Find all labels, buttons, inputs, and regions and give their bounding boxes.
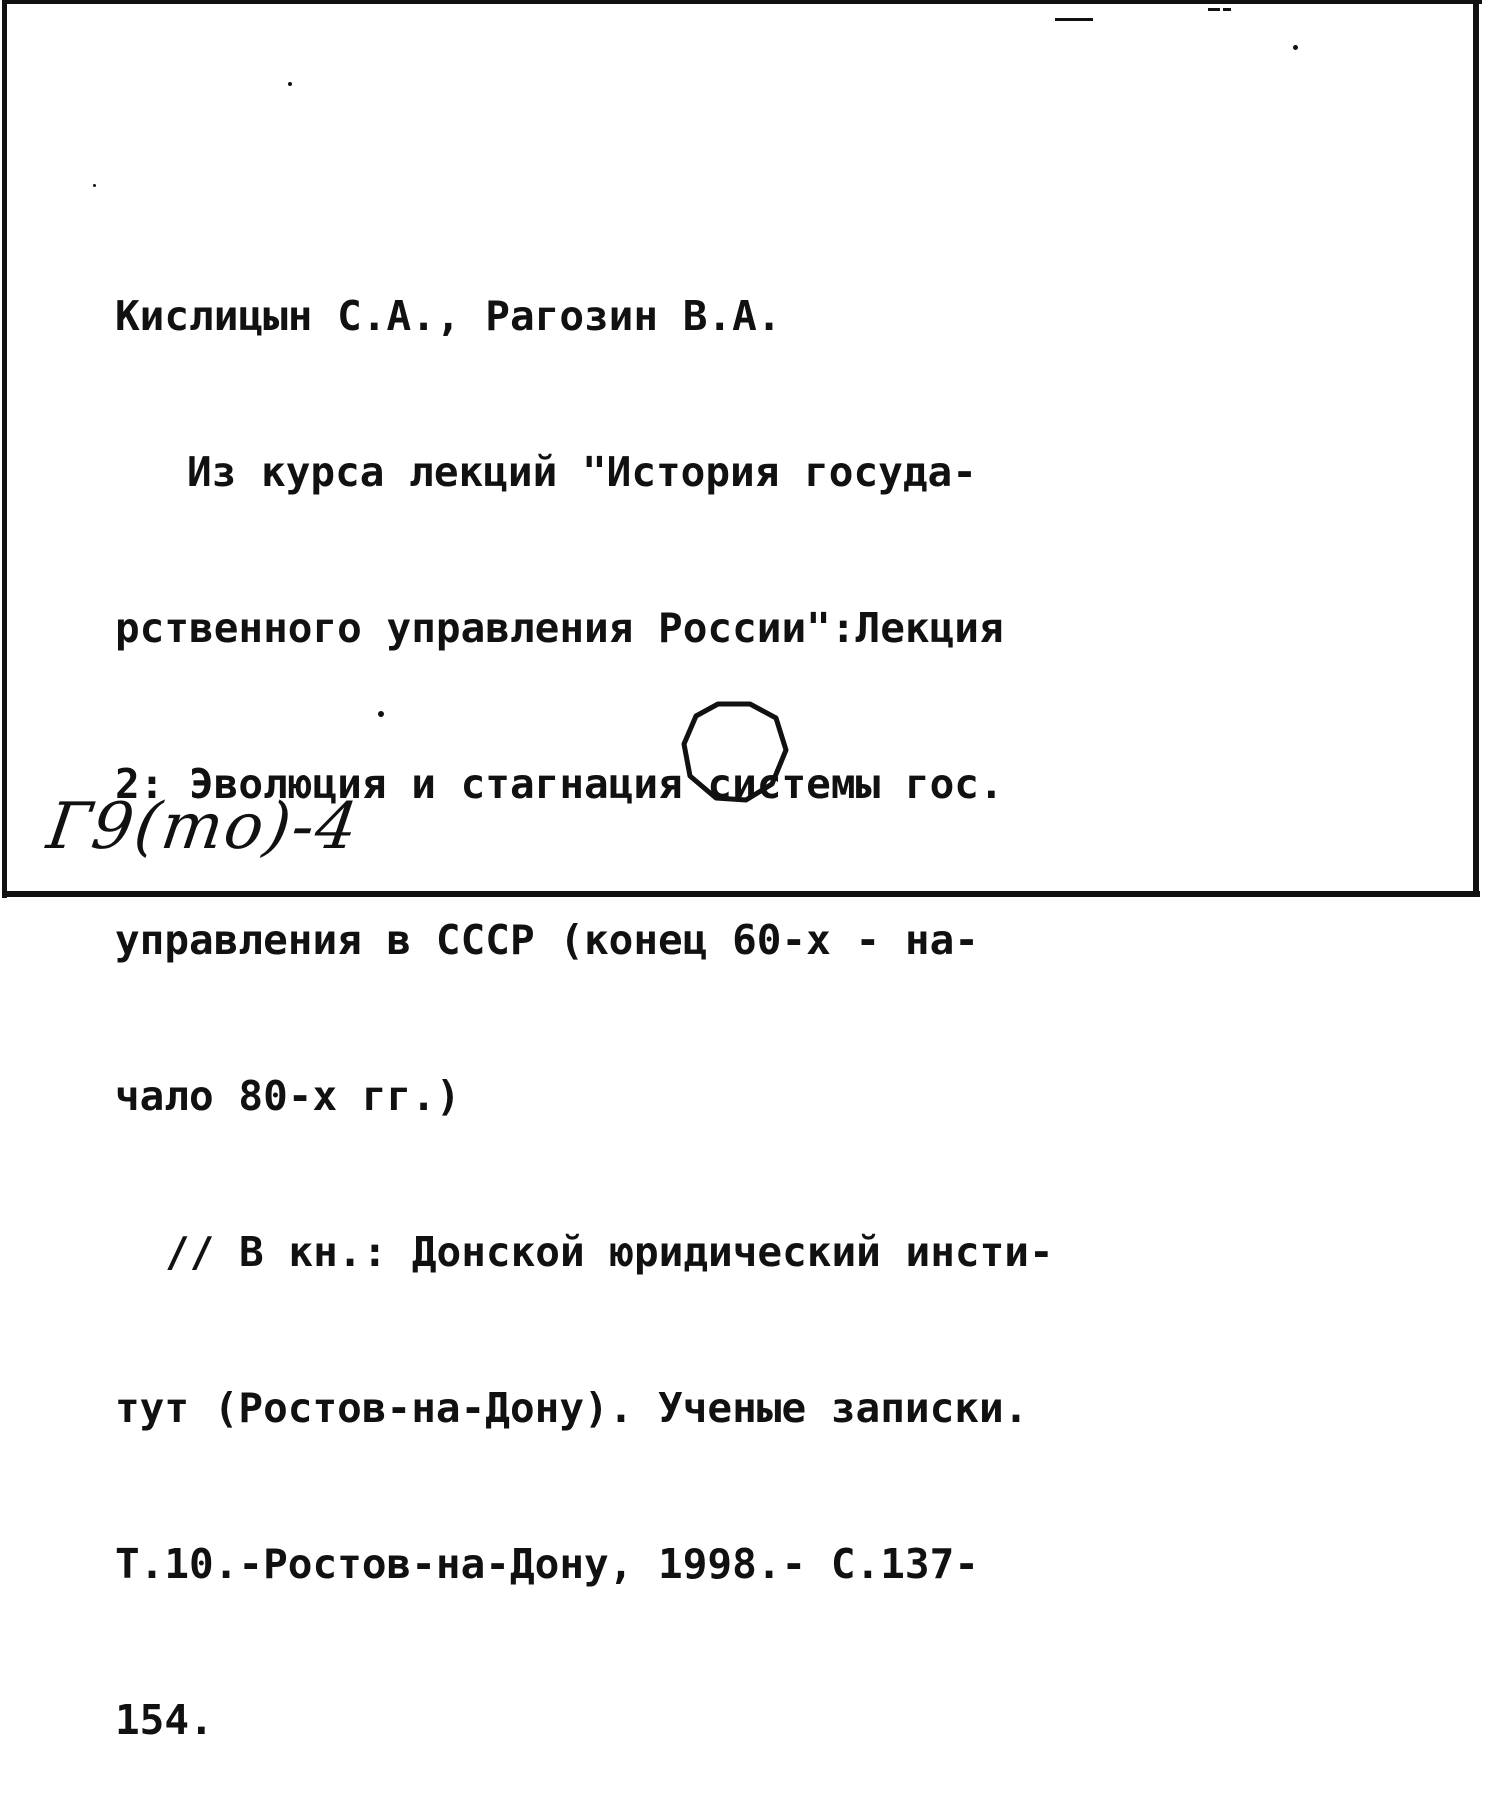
source-line: 154.: [115, 1696, 214, 1744]
title-line: 2: Эволюция и стагнация системы гос.: [115, 760, 1004, 808]
card-border-left: [2, 0, 7, 898]
title-line: рственного управления России":Лекция: [115, 604, 1004, 652]
source-line: тут (Ростов-на-Дону). Ученые записки.: [115, 1384, 1029, 1432]
author-line: Кислицын С.А., Рагозин В.А.: [115, 292, 782, 340]
scan-mark: [1208, 8, 1220, 11]
circle-stamp-icon: [680, 698, 790, 813]
card-border-top: [2, 0, 1482, 4]
scan-speck: [288, 82, 292, 86]
card-text: [115, 186, 1075, 1804]
source-line: // В кн.: Донской юридический инсти-: [165, 1228, 1054, 1276]
scan-mark: [1055, 18, 1093, 21]
scan-mark: [1223, 8, 1231, 11]
title-line: Из курса лекций "История госуда-: [187, 448, 977, 496]
scan-speck: [93, 184, 96, 187]
scan-speck: [1293, 45, 1298, 50]
source-line: Т.10.-Ростов-на-Дону, 1998.- С.137-: [115, 1540, 979, 1588]
title-line: чало 80-х гг.): [115, 1072, 461, 1120]
title-line: управления в СССР (конец 60-х - на-: [115, 916, 979, 964]
shelfmark: Г9(то)-4: [42, 790, 364, 864]
card-border-right: [1473, 0, 1479, 896]
